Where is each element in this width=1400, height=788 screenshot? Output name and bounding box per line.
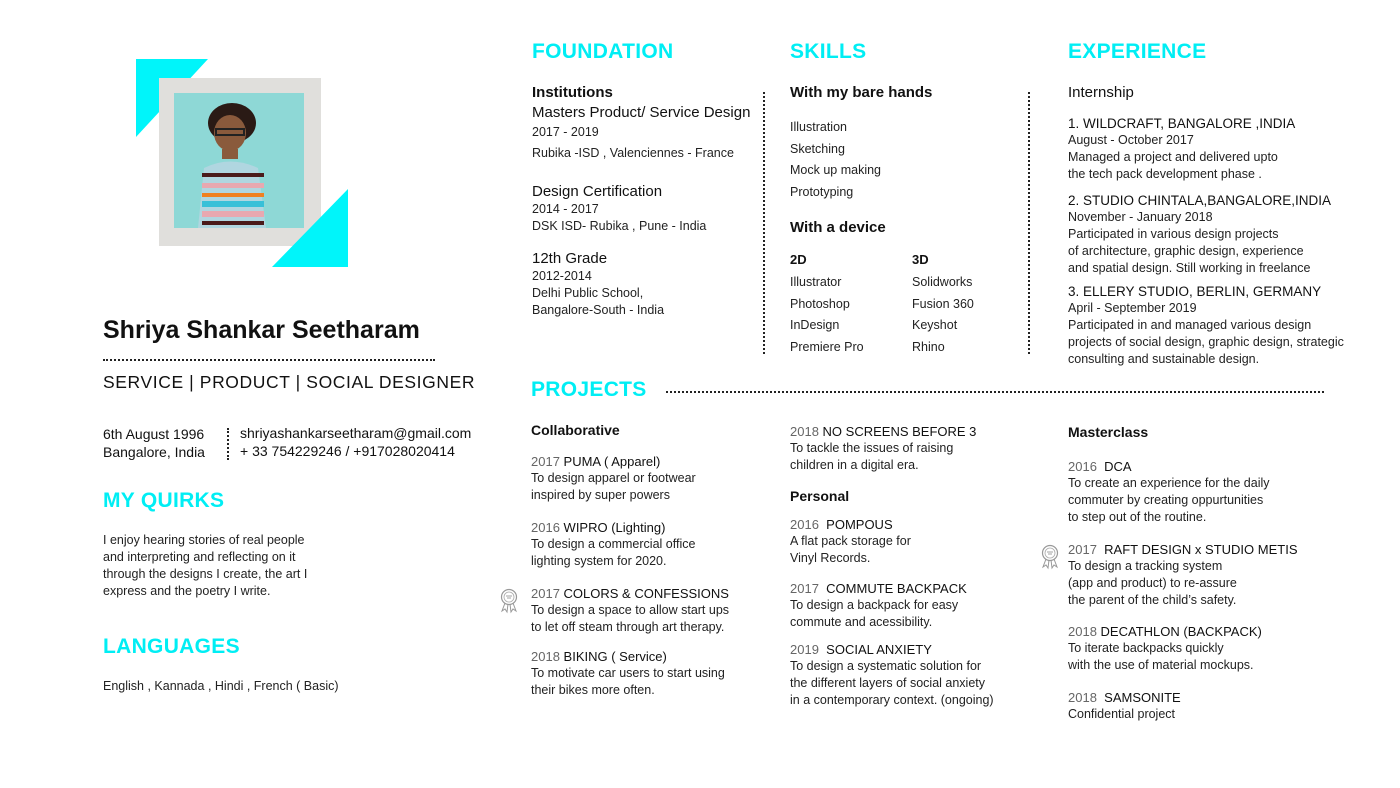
project-item: [790, 516, 1030, 567]
project-year: 2016: [1068, 459, 1097, 474]
projects-heading: PROJECTS: [531, 378, 647, 401]
award-ribbon-icon: [500, 588, 518, 614]
skill-item: Mock up making: [790, 163, 882, 177]
project-year: 2018: [531, 649, 560, 664]
project-desc: To design a space to allow start ups: [531, 603, 730, 617]
name-divider: [103, 359, 435, 361]
project-desc: To design a tracking system: [1068, 559, 1223, 573]
experience-title: 3. ELLERY STUDIO, BERLIN, GERMANY: [1068, 284, 1322, 299]
skills-2d-list: [790, 272, 864, 358]
project-item: [1068, 689, 1348, 723]
project-desc: commuter by creating oppurtunities: [1068, 493, 1264, 507]
contact-divider: [227, 428, 229, 460]
quirks-line: and interpreting and reflecting on it: [103, 550, 296, 564]
profile-photo-block: [136, 59, 348, 267]
personal-info: [103, 425, 205, 461]
personal-heading: Personal: [790, 488, 850, 504]
location: Bangalore, India: [103, 444, 205, 460]
profile-roles: SERVICE | PRODUCT | SOCIAL DESIGNER: [103, 372, 476, 392]
project-desc: to step out of the routine.: [1068, 510, 1207, 524]
experience-dates: April - September 2019: [1068, 301, 1197, 315]
project-title: PUMA ( Apparel): [563, 454, 661, 469]
foundation-heading: FOUNDATION: [532, 40, 674, 63]
project-desc: the different layers of social anxiety: [790, 676, 986, 690]
project-year: 2016: [790, 517, 819, 532]
project-year: 2016: [531, 520, 560, 535]
device-heading: With a device: [790, 219, 886, 236]
project-desc: Confidential project: [1068, 707, 1176, 721]
project-item: [531, 453, 781, 504]
email-link[interactable]: shriyashankarseetharam@gmail.com: [240, 425, 472, 441]
project-year: 2017: [531, 586, 560, 601]
experience-desc: Participated in various design projects: [1068, 227, 1279, 241]
project-desc: To design a systematic solution for: [790, 659, 982, 673]
edu-years: 2012-2014: [532, 269, 592, 283]
project-title: DCA: [1104, 459, 1132, 474]
quirks-line: through the designs I create, the art I: [103, 567, 308, 581]
quirks-line: express and the poetry I write.: [103, 584, 271, 598]
skill-item: Sketching: [790, 141, 845, 156]
experience-desc: consulting and sustainable design.: [1068, 352, 1260, 366]
skill-item: Premiere Pro: [790, 339, 864, 354]
project-desc: with the use of material mockups.: [1068, 658, 1254, 672]
project-title: BIKING ( Service): [563, 649, 667, 664]
internship-heading: Internship: [1068, 84, 1134, 101]
project-desc: To design a commercial office: [531, 537, 696, 551]
role-social-designer: SOCIAL DESIGNER: [306, 372, 476, 392]
skill-item: InDesign: [790, 318, 840, 332]
project-item: [790, 423, 1030, 474]
experience-desc: projects of social design, graphic design, strategic: [1068, 335, 1344, 349]
role-product: PRODUCT: [199, 372, 291, 392]
edu-place: Delhi Public School,: [532, 286, 644, 300]
experience-desc: Managed a project and delivered upto: [1068, 150, 1278, 164]
project-item: [1068, 623, 1348, 674]
project-year: 2018: [1068, 624, 1097, 639]
masterclass-list: [1068, 458, 1348, 723]
edu-title: Design Certification: [532, 183, 663, 200]
experience-item: [1068, 283, 1358, 368]
project-title: POMPOUS: [826, 517, 893, 532]
project-year: 2017: [790, 581, 819, 596]
project-item: [790, 580, 1030, 631]
project-desc: To create an experience for the daily: [1068, 476, 1270, 490]
project-desc: the parent of the child’s safety.: [1068, 593, 1237, 607]
project-year: 2018: [1068, 690, 1097, 705]
profile-name: Shriya Shankar Seetharam: [103, 316, 420, 344]
collaborative-list: [531, 453, 781, 699]
institutions-heading: Institutions: [532, 84, 613, 101]
languages-text: English , Kannada , Hindi , French ( Basic): [103, 679, 339, 693]
edu-title: 12th Grade: [532, 250, 608, 267]
experience-title: 2. STUDIO CHINTALA,BANGALORE,INDIA: [1068, 193, 1332, 208]
accent-triangle-bottom-right: [272, 189, 348, 267]
project-desc: A flat pack storage for: [790, 534, 911, 548]
collaborative-heading: Collaborative: [531, 422, 620, 438]
skill-item: Prototyping: [790, 184, 854, 199]
project-desc: To tackle the issues of raising: [790, 441, 954, 455]
project-desc: (app and product) to re-assure: [1068, 576, 1237, 590]
experience-desc: of architecture, graphic design, experience: [1068, 244, 1304, 258]
skills-3d-heading: 3D: [912, 252, 929, 267]
skill-item: Illustrator: [790, 275, 842, 289]
edu-years: 2014 - 2017: [532, 202, 599, 216]
project-title: COLORS & CONFESSIONS: [563, 586, 729, 601]
experience-desc: Participated in and managed various design: [1068, 318, 1312, 332]
quirks-text: [103, 532, 307, 600]
experience-heading: EXPERIENCE: [1068, 40, 1207, 63]
project-desc: inspired by super powers: [531, 488, 670, 502]
skills-2d-heading: 2D: [790, 252, 807, 267]
skill-item: Keyshot: [912, 318, 958, 332]
project-title: SAMSONITE: [1104, 690, 1181, 705]
edu-years: 2017 - 2019: [532, 125, 599, 139]
middle-projects: [790, 423, 1030, 709]
experience-item: [1068, 115, 1358, 183]
skill-item: Rhino: [912, 339, 945, 354]
experience-desc: and spatial design. Still working in freelance: [1068, 261, 1311, 275]
foundation-divider: [763, 92, 765, 354]
role-service: SERVICE: [103, 372, 184, 392]
skill-item: Solidworks: [912, 275, 973, 289]
project-desc: their bikes more often.: [531, 683, 655, 697]
languages-heading: LANGUAGES: [103, 635, 240, 658]
project-desc: To design a backpack for easy: [790, 598, 959, 612]
project-desc: commute and acessibility.: [790, 615, 933, 629]
edu-place: Bangalore-South - India: [532, 303, 665, 317]
masterclass-heading: Masterclass: [1068, 424, 1149, 440]
experience-item: [1068, 192, 1358, 277]
project-title: WIPRO (Lighting): [563, 520, 666, 535]
project-desc: to let off steam through art therapy.: [531, 620, 725, 634]
project-item: [1068, 458, 1348, 526]
projects-divider: [666, 391, 1324, 393]
project-desc: lighting system for 2020.: [531, 554, 667, 568]
project-year: 2019: [790, 642, 819, 657]
edu-place: DSK ISD- Rubika , Pune - India: [532, 219, 707, 233]
quirks-heading: MY QUIRKS: [103, 489, 225, 512]
skill-item: Illustration: [790, 120, 847, 134]
project-title: COMMUTE BACKPACK: [826, 581, 967, 596]
skill-item: Photoshop: [790, 296, 850, 311]
award-ribbon-icon: [1041, 544, 1059, 570]
project-title: NO SCREENS BEFORE 3: [822, 424, 977, 439]
experience-dates: November - January 2018: [1068, 210, 1213, 224]
project-title: DECATHLON (BACKPACK): [1100, 624, 1262, 639]
experience-dates: August - October 2017: [1068, 133, 1194, 147]
project-item: [790, 641, 1030, 709]
skills-divider: [1028, 92, 1030, 354]
project-desc: To design apparel or footwear: [531, 471, 696, 485]
project-item: [531, 519, 781, 570]
project-item: [1068, 541, 1348, 609]
project-desc: To iterate backpacks quickly: [1068, 641, 1224, 655]
project-desc: Vinyl Records.: [790, 551, 871, 565]
project-item: [531, 585, 781, 636]
edu-title: Masters Product/ Service Design: [532, 104, 751, 121]
foundation-section: [532, 84, 757, 319]
project-year: 2017: [1068, 542, 1097, 557]
edu-place: Rubika -ISD , Valenciennes - France: [532, 146, 734, 160]
quirks-line: I enjoy hearing stories of real people: [103, 533, 305, 547]
project-year: 2017: [531, 454, 560, 469]
experience-desc: the tech pack development phase .: [1068, 167, 1262, 181]
phone-number: + 33 754229246 / +917028020414: [240, 443, 455, 459]
experience-title: 1. WILDCRAFT, BANGALORE ,INDIA: [1068, 116, 1296, 131]
project-title: SOCIAL ANXIETY: [826, 642, 932, 657]
project-desc: in a contemporary context. (ongoing): [790, 693, 994, 707]
skills-3d-list: [912, 272, 974, 358]
project-title: RAFT DESIGN x STUDIO METIS: [1104, 542, 1298, 557]
project-item: [531, 648, 781, 699]
experience-list: [1068, 115, 1358, 368]
skill-item: Fusion 360: [912, 296, 974, 311]
hands-skill-list: [790, 117, 881, 203]
project-desc: children in a digital era.: [790, 458, 919, 472]
project-year: 2018: [790, 424, 819, 439]
hands-heading: With my bare hands: [790, 84, 933, 101]
contact-info: [240, 424, 471, 460]
skills-heading: SKILLS: [790, 40, 867, 63]
project-desc: To motivate car users to start using: [531, 666, 725, 680]
birth-date: 6th August 1996: [103, 426, 205, 442]
